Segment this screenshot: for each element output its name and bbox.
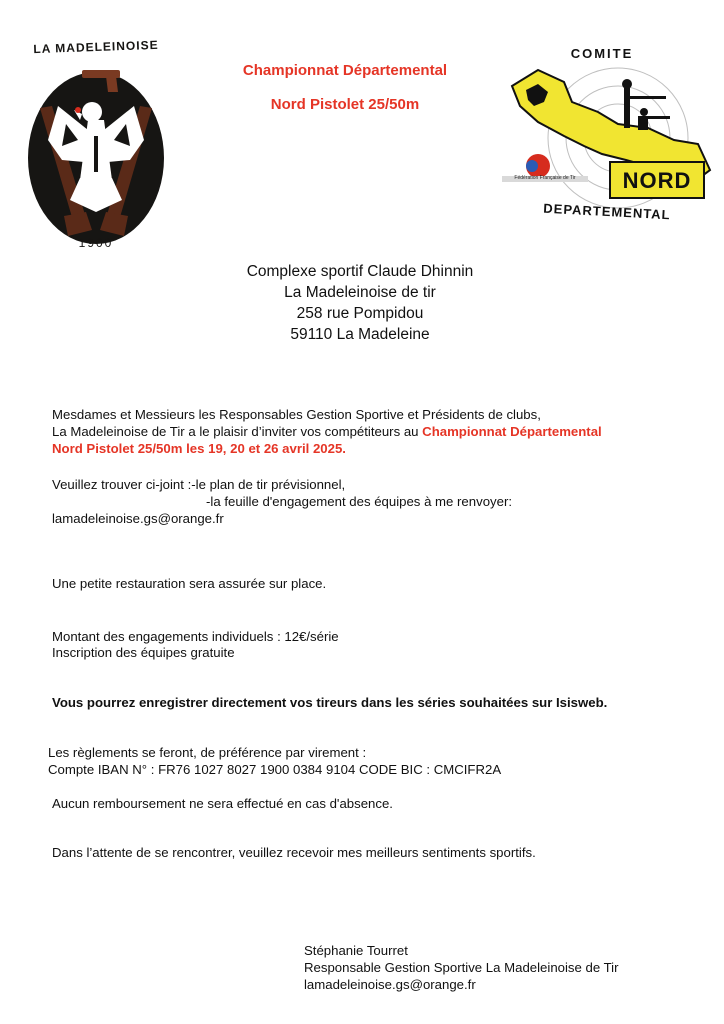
address-line4: 59110 La Madeleine xyxy=(290,326,430,343)
comite-logo-bottom-text: DEPARTEMENTAL xyxy=(543,200,671,223)
invitation-paragraph xyxy=(52,423,712,457)
venue-address xyxy=(200,262,520,345)
register-note: Vous pourrez enregistrer directement vos tireurs dans les séries souhaitées sur Isisweb. xyxy=(52,695,608,710)
invitation-highlight-1: Championnat Départemental xyxy=(422,424,602,439)
invitation-text: La Madeleinoise de Tir a le plaisir d’inviter vos compétiteurs au xyxy=(52,424,423,439)
fees-line2: Inscription des équipes gratuite xyxy=(52,645,235,660)
signature-name: Stéphanie Tourret xyxy=(304,943,408,958)
page-title-line2: Nord Pistolet 25/50m xyxy=(270,96,420,113)
address-line1: Complexe sportif Claude Dhinnin xyxy=(246,263,474,280)
attachments-email-link[interactable]: lamadeleinoise.gs@orange.fr xyxy=(52,511,224,526)
address-line2: La Madeleinoise de tir xyxy=(284,284,436,301)
attachments-line1: Veuillez trouver ci-joint :-le plan de tir prévisionnel, xyxy=(52,477,346,492)
comite-logo-ffw: Fédération Française de Tir xyxy=(514,175,576,181)
payment-line1: Les règlements se feront, de préférence par virement : xyxy=(48,745,367,760)
payment-line2: Compte IBAN N° : FR76 1027 8027 1900 0384 9104 CODE BIC : CMCIFR2A xyxy=(48,762,502,777)
club-logo xyxy=(18,37,174,252)
comite-logo xyxy=(498,42,716,230)
fees-line1: Montant des engagements individuels : 12€/série xyxy=(52,629,339,644)
signature-role: Responsable Gestion Sportive La Madeleinoise de Tir xyxy=(304,960,619,975)
signature-block xyxy=(304,942,714,993)
food-note: Une petite restauration sera assurée sur place. xyxy=(52,576,327,591)
refund-note: Aucun remboursement ne sera effectué en cas d'absence. xyxy=(52,796,393,811)
club-logo-arc-text: LA MADELEINOISE xyxy=(33,37,159,57)
greeting: Mesdames et Messieurs les Responsables Gestion Sportive et Présidents de clubs, xyxy=(52,407,541,422)
signature-email-link[interactable]: lamadeleinoise.gs@orange.fr xyxy=(304,977,476,992)
address-line3: 258 rue Pompidou xyxy=(296,305,424,322)
page-title-line1: Championnat Départemental xyxy=(242,62,448,79)
comite-logo-badge: NORD xyxy=(622,168,692,193)
attachments-line2: -la feuille d'engagement des équipes à me renvoyer: xyxy=(206,494,513,509)
invitation-highlight-2: Nord Pistolet 25/50m les 19, 20 et 26 avril 2025. xyxy=(52,441,346,456)
closing-note: Dans l’attente de se rencontrer, veuillez recevoir mes meilleurs sentiments sportifs. xyxy=(52,845,536,860)
comite-logo-top-text: COMITE xyxy=(570,46,634,61)
club-logo-year: 1900 xyxy=(78,236,114,250)
